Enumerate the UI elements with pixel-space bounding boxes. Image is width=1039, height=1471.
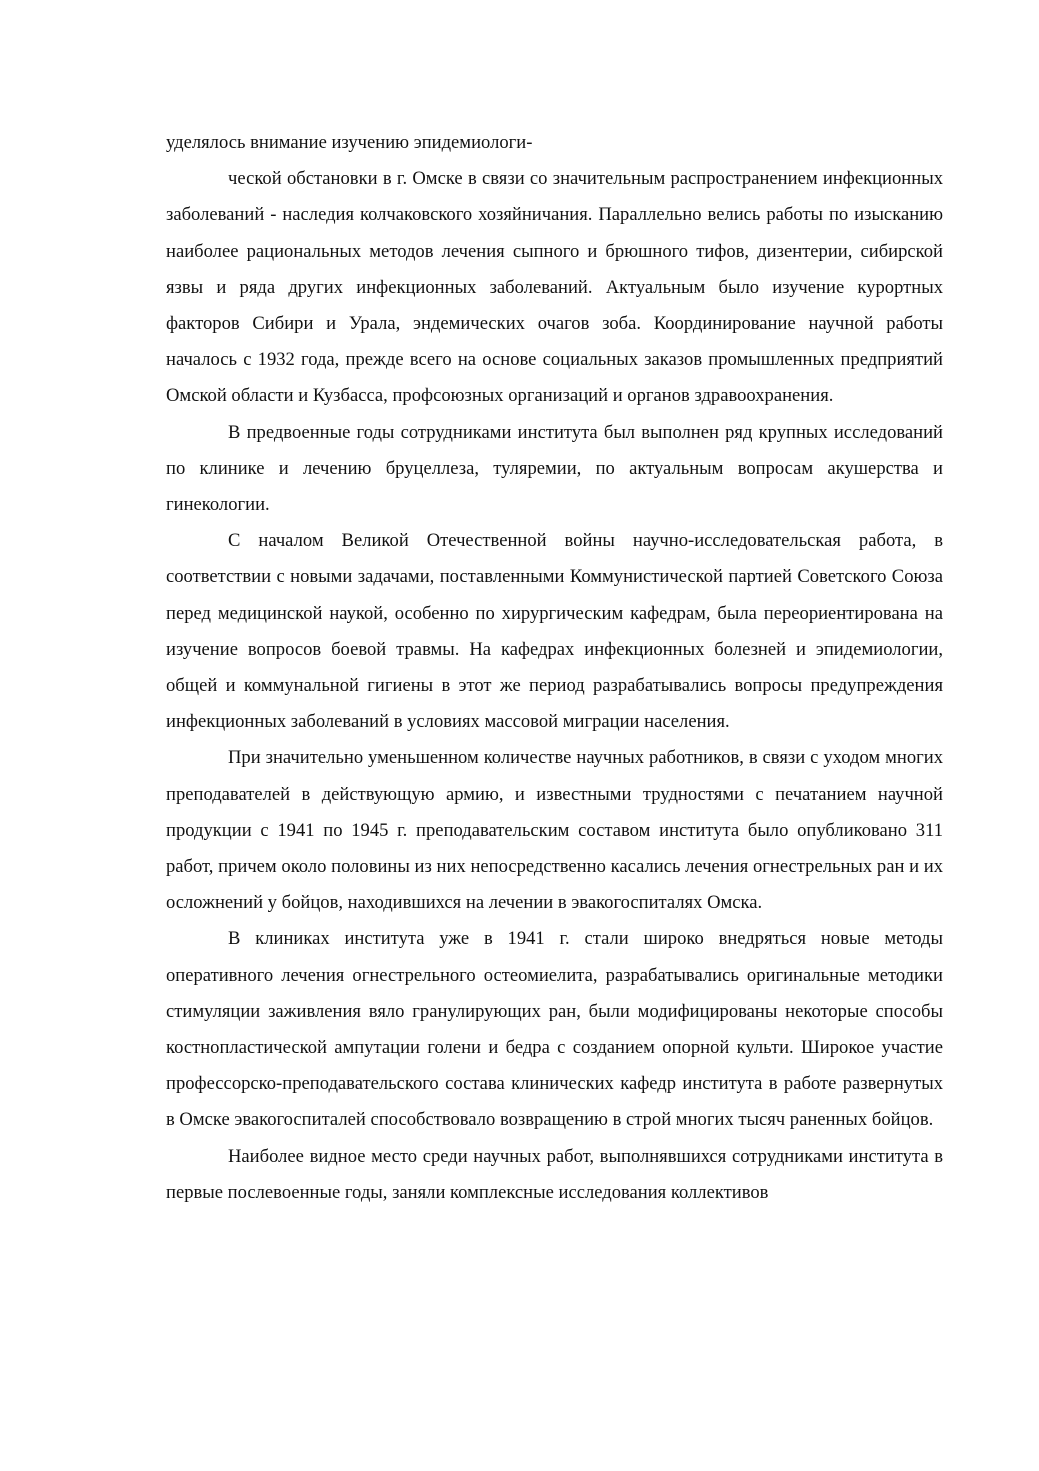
paragraph: В предвоенные годы сотрудниками института был выполнен ряд крупных исследований по клинике и лечению бруцеллеза, туляремии, по актуальным вопросам акушерства и гинекологии. [166,421,943,516]
document-body [166,125,943,1211]
paragraph: ческой обстановки в г. Омске в связи со значительным распространением инфекционных заболеваний - наследия колчаковского хозяйничания. Параллельно велись работы по изысканию наиболее рациональных методов лечения сыпного и брюшного тифов, дизентерии, сибирской язвы и ряда других инфекционных заболеваний. Актуальным было изучение курортных факторов Сибири и Урала, эндемических очагов зоба. Координирование научной работы началось с 1932 года, прежде всего на основе социальных заказов промышленных предприятий Омской области и Кузбасса, профсоюзных организаций и органов здравоохранения. [166,168,943,407]
paragraph: При значительно уменьшенном количестве научных работников, в связи с уходом многих преподавателей в действующую армию, и известными трудностями с печатанием научной продукции с 1941 по 1945 г. преподавательским составом института было опубликовано 311 работ, причем около половины из них непосредственно касались лечения огнестрельных ран и их осложнений у бойцов, находившихся на лечении в эвакогоспиталях Омска. [166,747,943,914]
paragraph: Наиболее видное место среди научных работ, выполнявшихся сотрудниками института в первые послевоенные годы, заняли комплексные исследования коллективов [166,1145,943,1203]
paragraph: С началом Великой Отечественной войны научно-исследовательская работа, в соответствии с новыми задачами, поставленными Коммунистической партией Советского Союза перед медицинской наукой, особенно по хирургическим кафедрам, была переориентирована на изучение вопросов боевой травмы. На кафедрах инфекционных болезней и эпидемиологии, общей и коммунальной гигиены в этот же период разрабатывались вопросы предупреждения инфекционных заболеваний в условиях массовой миграции населения. [166,530,943,733]
paragraph-fragment: уделялось внимание изучению эпидемиологи- [166,132,533,153]
paragraph: В клиниках института уже в 1941 г. стали широко внедряться новые методы оперативного лечения огнестрельного остеомиелита, разрабатывались оригинальные методики стимуляции заживления вяло гранулирующих ран, были модифицированы некоторые способы костнопластической ампутации голени и бедра с созданием опорной культи. Широкое участие профессорско-преподавательского состава клинических кафедр института в работе развернутых в Омске эвакогоспиталей способствовало возвращению в строй многих тысяч раненных бойцов. [166,928,943,1131]
